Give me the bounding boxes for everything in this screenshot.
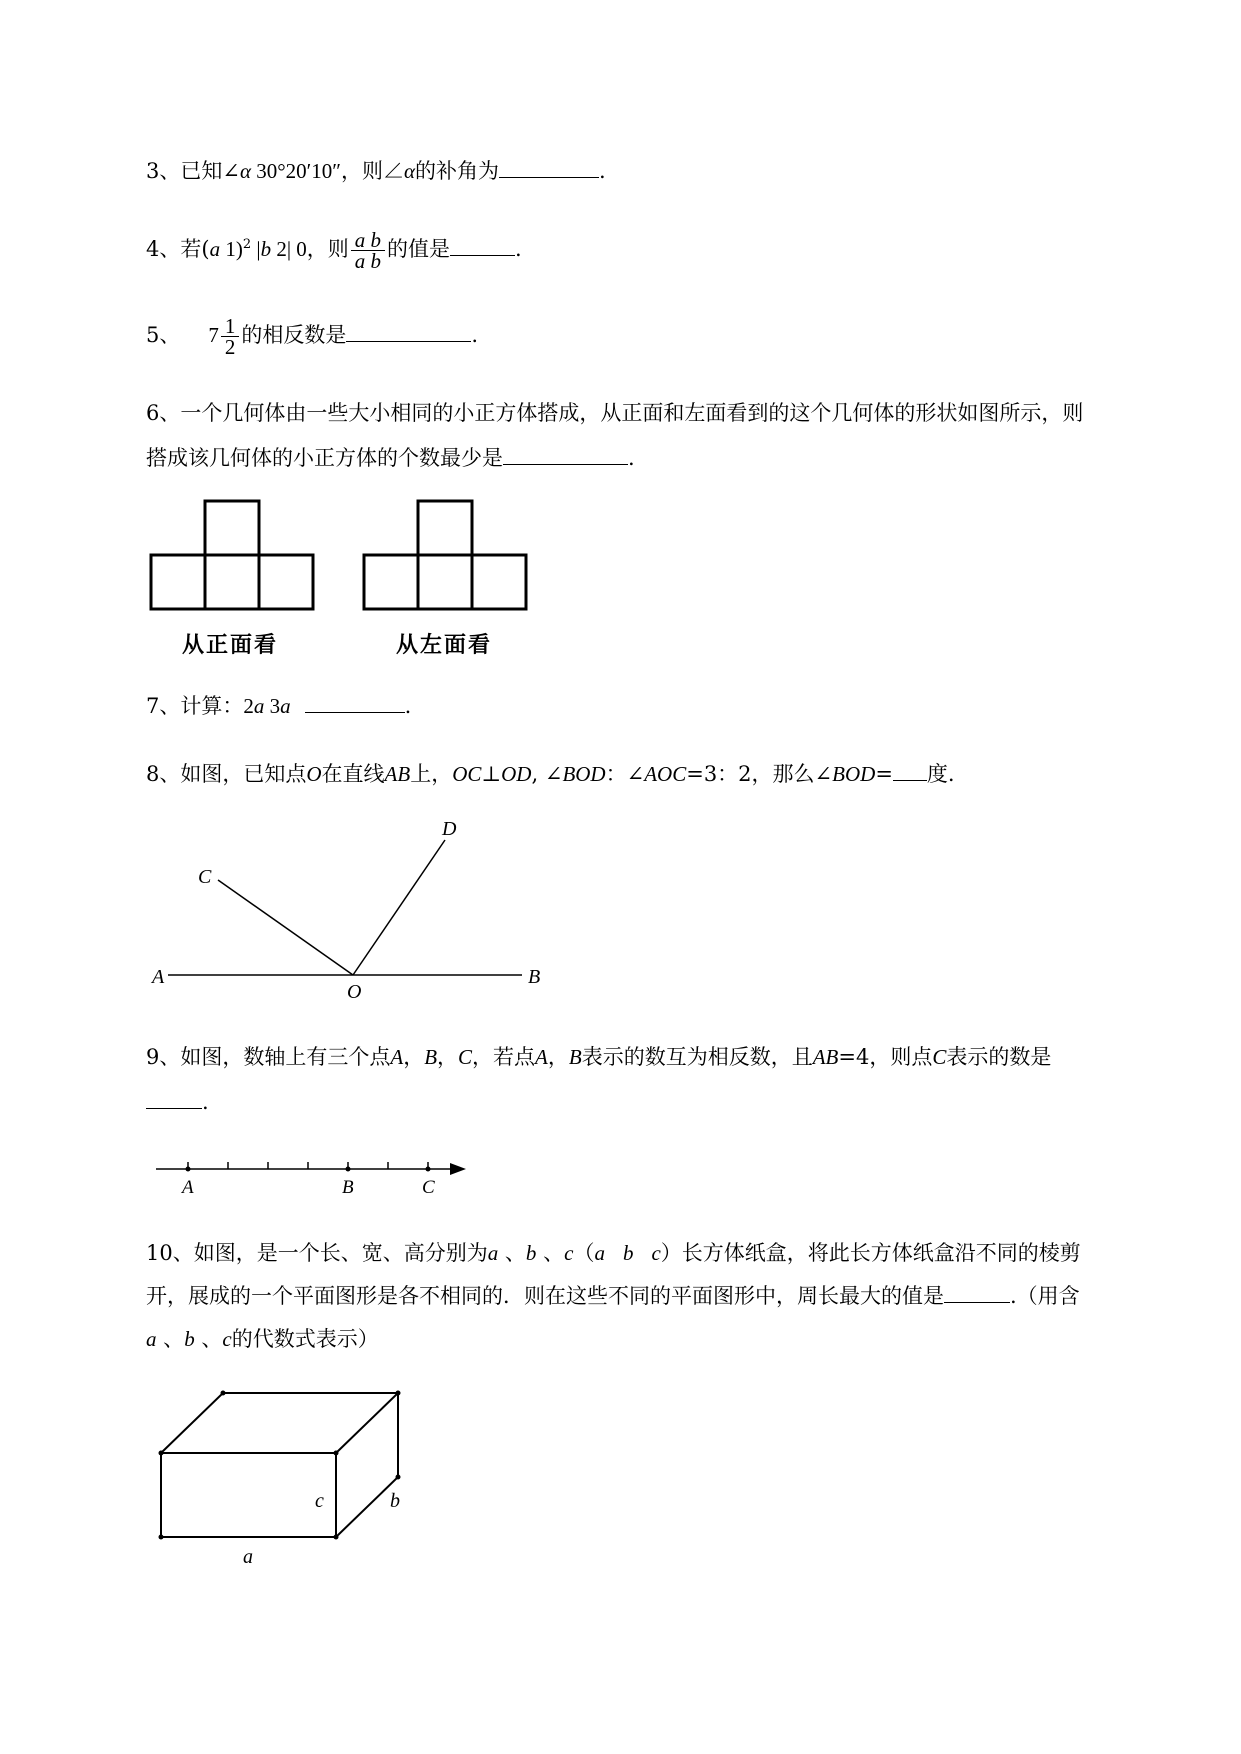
fraction: $\frac{\text{a b}}{\text{a b}}$ [351, 230, 385, 271]
inline-c: c [651, 1241, 661, 1265]
answer-blank [944, 1280, 1010, 1303]
inline-a: a [594, 1241, 605, 1265]
ticks [188, 1162, 428, 1169]
question-10: 10、如图，是一个长、宽、高分别为a 、b 、c（a b c）长方体纸盒，将此长方体纸盒沿不同的棱剪 [146, 1241, 1081, 1265]
left-view-grid [364, 501, 526, 609]
label-a: a [243, 1546, 253, 1565]
label-O: O [347, 981, 362, 1003]
answer-blank [346, 319, 471, 342]
cuboid-edges [161, 1393, 398, 1537]
inline-b: b [622, 1241, 634, 1265]
separator: 、 [156, 1327, 185, 1351]
caption-left-view: 从左面看 [396, 633, 493, 658]
answer-blank [503, 442, 628, 465]
var-c: c [222, 1327, 232, 1351]
answer-blank [450, 233, 515, 256]
question-6: 6、一个几何体由一些大小相同的小正方体搭成，从正面和左面看到的这个几何体的形状如图所示，则 [146, 401, 1084, 425]
question-4: 4、若(a 1)$^2$ |b 2| 0，则 $\frac{\text{a b}}{\text{a b}}$ 的值是 . [146, 228, 522, 273]
question-10-line2: 开，展成的一个平面图形是各不相同的．则在这些不同的平面图形中，周长最大的值是 .（用含 [146, 1279, 1080, 1313]
point-A [186, 1167, 191, 1172]
question-5: 5、 7 $\frac{1}{2}$ 的相反数是 . [146, 314, 479, 359]
label-A: A [152, 966, 165, 988]
number-line-figure [148, 1150, 478, 1200]
question-10-line3: a 、b 、c的代数式表示） [146, 1327, 379, 1351]
answer-blank [305, 690, 405, 713]
question-7: 7、计算：2a 3a . [146, 689, 411, 723]
separator: 、 [194, 1327, 223, 1351]
arrow-head [450, 1163, 466, 1175]
angle-figure [140, 815, 560, 1005]
point-C [426, 1167, 431, 1172]
question-9: 9、如图，数轴上有三个点A，B，C，若点A，B表示的数互为相反数，且AB=4，则点C表示的数是 [146, 1045, 1052, 1069]
label-c: c [315, 1490, 324, 1512]
cuboid-figure [140, 1385, 440, 1565]
label-D: D [442, 818, 457, 840]
label-A: A [182, 1177, 194, 1198]
question-9-line2: . [146, 1085, 209, 1119]
var-a: a [146, 1327, 157, 1351]
point-B-ref: B [568, 1045, 582, 1069]
separator: 、 [536, 1241, 565, 1265]
ray-OD [353, 840, 445, 975]
point-A-ref: A [535, 1045, 548, 1069]
ray-OC [218, 880, 353, 975]
label-C: C [422, 1177, 435, 1198]
label-B: B [342, 1177, 354, 1198]
question-8: 8、如图，已知点O在直线AB上，OC⊥OD, ∠BOD：∠AOC=3：2，那么∠BOD= 度. [146, 757, 955, 791]
label-b: b [390, 1490, 400, 1512]
label-C: C [198, 866, 212, 888]
cuboid-vertices [159, 1391, 401, 1540]
question-3: 3、已知∠α 30°20′10″，则∠α的补角为 . [146, 154, 606, 188]
point-B [346, 1167, 351, 1172]
front-view-grid [151, 501, 313, 609]
caption-front-view: 从正面看 [182, 633, 279, 658]
label-B: B [528, 966, 541, 988]
point-C-ref: C [932, 1045, 947, 1069]
fraction: $\frac{1}{2}$ [221, 316, 240, 357]
question-6-line2: 搭成该几何体的小正方体的个数最少是 . [146, 441, 635, 475]
var-b: b [184, 1327, 195, 1351]
answer-blank [146, 1086, 202, 1109]
answer-blank [893, 758, 927, 781]
answer-blank [499, 155, 599, 178]
